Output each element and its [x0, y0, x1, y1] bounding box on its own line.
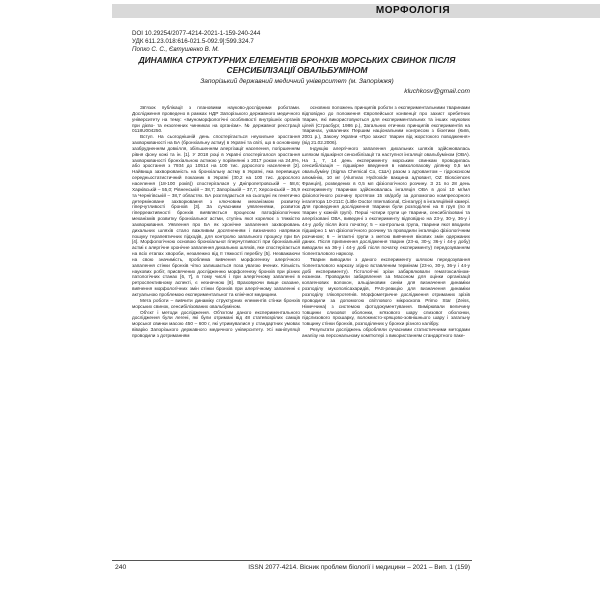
affiliation: Запорізький державний медичний університет (м. Запоріжжя) [200, 78, 394, 85]
authors-line: Попко С. С., Євтушенко В. М. [132, 46, 220, 53]
paragraph: Індукцію алергічного запалення дихальних шляхів здійснювалась шляхом підшкірної сенсибілізації та наступної інгаляції овальбуміном (ОВА). На 1, 7, 14 день експерименту морським свинкам проводилась сенсибілізація – підшкірне введення в навколопахову ділянку 0,5 мл овальбуміну (Sigma Chemical Co, США) разом з ад'ювантом – гідроксисом алюмінію, 10 мг (Alumvax Hydroxide вакцина ад'ювант, OZ Biosciences Франція), розведених в 0,5 мл фізіологічного розчину. З 21 по 28 день експерименту тваринам здійснювалась інгаляція ОВА в дозі 10 мг/мл фізіологічного розчину протягом 15 хв/добу за допомогою компресорного інгалятора 10-211C (Little Doctor International, Сінгапур) в інгаляційній камері. Для проведення дослідження тварини були розподілені на 8 груп (по 8 тварин у кожній групі). Перші чотири групи це тварини, сенсибілізовані та алергізовані ОВА, виведені з експерименту відповідно на 23-у, 30-у, 36-у і 44-у добу після його початку; 5 – контрольна група, тварини якої вводили підшкірно 1 мл фізіологічного розчину та проводили інгаляцію фізіологічним розчином; 6 – інтактні групи з метою вивчення вікових змін одержаних даних. Після припинення дослідження тварин (23-ю, 30-у, 36-у і 44-у добу) виводили на 36-у і 44-у добі після початку експерименту) передозуванням тіопенталового наркозу. [302, 145, 470, 257]
text-column-left [132, 105, 300, 339]
footer-divider [112, 560, 472, 561]
paragraph: Вступ. На сьогоднішній день спостерігається неухильне зростання захворюваності на БА (бронхіальну астму) в Україні та світі, що в основному зазбрудненням довкілля, збільшенням алергізації населення, погіршенням рівня фону кожі та ін. [1]. У 2018 році в Україні спостерігалося зростання захворюваності бронхіальною астмою у порівнянні з 2017 роком на 24,8%, або зростання з 7934 до 10514 на 100 тис. дорослого населення [2]. Найвища захворюваність на бронхіальну астму в Україні, яка перевищує середньостатистичний показник в Україні (30,2 на 100 тис. дорослого населення (18-100 років)) спостерігалася у Дніпропетровській – 58,6; Харківській – 55,0; Рівненській – 38,7; Запорізькій – 37,7; Херсонській – 36,9 та Чернігівській – 38,7 областях. БА розглядається на сьогодні як генетично детерміноване захворювання з ключовим механізмом розвитку гіперчутливості бронхів [3]. За сучасними уявленнями, розвиток гіперреактивності бронхів виявляється процесом патофізіологічних механізмів розвитку бронхіальної астми, ступінь якої корелює з тяжкістю захворювання. Уявлення про БА як хронічне запалення захворювань дихальних шляхів стало важливим досягненням і визначило напрямок пошуку терапевтичних підходів, для контролю запального процесу при БА [4]. Морфологічною основою бронхіальної гіперчутливості при бронхіальній астмі є алергічне хронічне запалення дихальних шляхів, яке спостерігається на всіх етапах хвороби, незалежно від її тяжкості перебігу [5]. Незважаючи на свою значимість, проблема вивчення морфогенезу алергічного запалення стінки бронхів чітко залишається поза увагою вчених. Кількість наукових робіт, присвячених дослідженню морфогенезу бронхів при різних патологічних станах [6, 7], в тому числі і при алергічному запаленні в ретроспективному аспекті, є незначною [8]. Враховуючи вище сказане, вивчення морфологічних змін стінки бронхів при алергічному запаленні є актуальною проблемою експериментальної та клінічної медицини. [132, 134, 300, 297]
paragraph: Результати досліджень обробляли сучасними статистичними методами аналізу на персональному комп'ютері з використанням стандартного паке- [302, 327, 470, 338]
doi-line: DOI 10.29254/2077-4214-2021-1-159-240-244 [132, 30, 261, 37]
section-title: МОРФОЛОГІЯ [375, 5, 450, 16]
page-number: 240 [115, 564, 127, 571]
paragraph: основних положень принципів роботи з експериментальними тваринами відповідно до положення Європейської конвенції про захист хребетних тварин, які використовуються для експериментальних та інших наукових цілей (Страсбург, 1986 р.), Загальних етичних принципів експериментів на тваринах, ухвалених Першим національним конгресом з біоетики (Київ, 2001 р.), Закону України «Про захист тварин від жорстокого поводження» (від 21.02.2006). [302, 105, 470, 146]
paragraph: Тварин виводили з даного експерименту шляхом передозування тіопенталового наркозу згідно вставленим термінам (23-ю, 30-у, 36-у і 44-у добі експерименту). Гістологічні зрізи забарвлювали гематоксиліном-еозином. Проводили забарвлення за Масоном для оцінки організації колагенових волокон, альціановим синім для визначення динаміки розподілу мукополісахаридів, PAS-реакцію для визначення динаміки розподілу глікопротеїнів. Морфометричне дослідження отриманих зрізів проводили за допомогою світлового мікроскопа Primo Star (Zeiss, Німеччина) з системою фотодокументування. Вимірювали величину товщини слизової оболонки, м'язового шару слизової оболонки, підслизового прошарку, волокнисто-хрящово-зовнішнього шару і загальну товщину стінки бронхів, розподілених у бронхи різного калібру. [302, 256, 470, 327]
journal-citation: ISSN 2077-4214. Вісник проблем біології і медицини – 2021 – Вип. 1 (159) [248, 564, 470, 571]
text-column-right [302, 105, 470, 339]
udk-line: УДК 611.23.018:616-021.5-092.9]:599.324.7 [132, 38, 254, 45]
paragraph: Мета роботи – вивчити динаміку структурних елементів стінки бронхів морських свинок, сенсибілізованих овальбуміном. [132, 297, 300, 309]
section-header [112, 4, 600, 18]
article-title: ДИНАМІКА СТРУКТУРНИХ ЕЛЕМЕНТІВ БРОНХІВ МОРСЬКИХ СВИНОК ПІСЛЯ СЕНСИБІЛІЗАЦІЇ ОВАЛЬБУМІНОМ [138, 55, 456, 75]
paragraph: Зв'язок публікації з плановими науково-дослідними роботами. Дослідження проведено в рамках НДР Запорізького державного медичного університету на тему: «Імуноморфологічні особливості внутрішніх органів при дієво- та екзогенних чинниках на організм». № державної реєстрації 0118U004250. [132, 105, 300, 134]
contact-email: kluchkosv@gmail.com [404, 88, 470, 95]
paragraph: Об'єкт і методи дослідження. Об'єктом даного експериментального дослідження були легені, які були отримані від 48 статевозрілих самців морської свинки масою 450 – 600 г, які утримувалися у стандартних умовах віварію Запорізького державного медичного університету. Усі маніпуляції проводили з дотриманням [132, 309, 300, 338]
